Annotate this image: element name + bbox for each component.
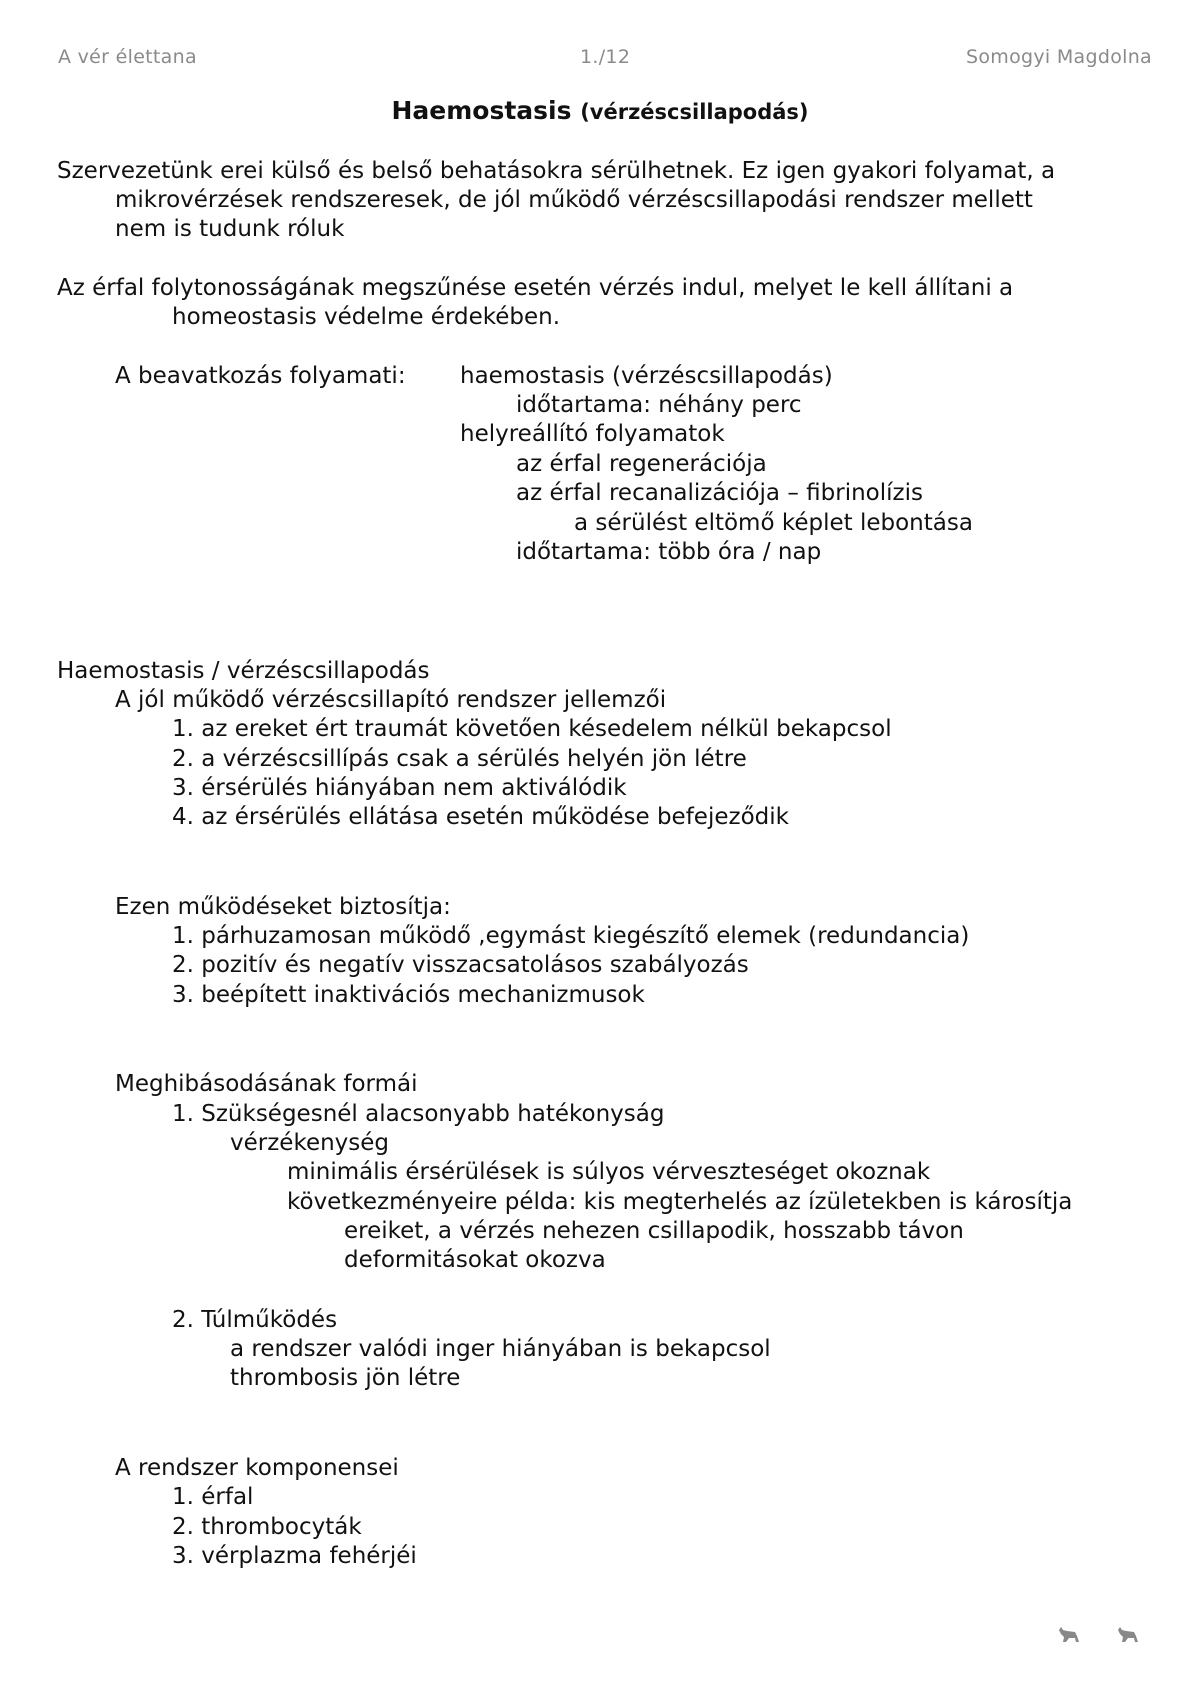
- intro-p1-line3: nem is tudunk róluk: [115, 216, 345, 242]
- cat-icon: [1116, 1626, 1140, 1651]
- failure1-detail: minimális érsérülések is súlyos vérveszteséget okoznak: [287, 1159, 931, 1185]
- section-heading: Haemostasis / vérzéscsillapodás: [57, 658, 430, 684]
- process-line: helyreállító folyamatok: [460, 421, 725, 447]
- failure-title: Meghibásodásának formái: [115, 1071, 418, 1097]
- failure1-detail: ereiket, a vérzés nehezen csillapodik, hosszabb távon: [344, 1218, 964, 1244]
- header-page-number: 1./12: [580, 46, 631, 68]
- features-title: A jól működő vérzéscsillapító rendszer jellemzői: [115, 687, 667, 713]
- header-author: Somogyi Magdolna: [966, 46, 1152, 68]
- ensures-title: Ezen működéseket biztosítja:: [115, 894, 451, 920]
- list-item: 1. Szükségesnél alacsonyabb hatékonyság: [172, 1101, 665, 1127]
- failure1-detail: következményeire példa: kis megterhelés az ízületekben is károsítja: [287, 1189, 1073, 1215]
- process-line: az érfal regenerációja: [516, 451, 767, 477]
- list-item: 1. az ereket ért traumát követően késedelem nélkül bekapcsol: [172, 716, 892, 742]
- process-line: a sérülést eltömő képlet lebontása: [574, 510, 973, 536]
- list-item: 3. érsérülés hiányában nem aktiválódik: [172, 775, 627, 801]
- failure1-sub: vérzékenység: [230, 1130, 390, 1156]
- list-item: 2. pozitív és negatív visszacsatolásos szabályozás: [172, 952, 749, 978]
- failure1-detail: deformitásokat okozva: [344, 1247, 606, 1273]
- process-line: haemostasis (vérzéscsillapodás): [460, 363, 833, 389]
- header-document-title: A vér élettana: [58, 46, 197, 68]
- intro-p2-line1: Az érfal folytonosságának megszűnése esetén vérzés indul, melyet le kell állítani a: [57, 275, 1014, 301]
- title-subtitle: (vérzéscsillapodás): [580, 100, 809, 124]
- list-item: 3. beépített inaktivációs mechanizmusok: [172, 982, 645, 1008]
- list-item: 1. érfal: [172, 1484, 254, 1510]
- process-line: időtartama: néhány perc: [516, 392, 802, 418]
- list-item: 4. az érsérülés ellátása esetén működése befejeződik: [172, 804, 789, 830]
- components-title: A rendszer komponensei: [115, 1455, 399, 1481]
- cat-icon: [1057, 1626, 1081, 1651]
- failure2-line: thrombosis jön létre: [230, 1365, 461, 1391]
- process-line: az érfal recanalizációja – fibrinolízis: [516, 480, 923, 506]
- intro-p2-line2: homeostasis védelme érdekében.: [172, 304, 561, 330]
- process-line: időtartama: több óra / nap: [516, 539, 822, 565]
- list-item: 1. párhuzamosan működő ,egymást kiegészítő elemek (redundancia): [172, 923, 970, 949]
- failure2-line: a rendszer valódi inger hiányában is bekapcsol: [230, 1336, 771, 1362]
- page-title: [0, 96, 1200, 125]
- list-item: 3. vérplazma fehérjéi: [172, 1543, 417, 1569]
- title-main: Haemostasis: [391, 96, 572, 125]
- intro-p1-line1: Szervezetünk erei külső és belső behatásokra sérülhetnek. Ez igen gyakori folyamat, a: [57, 158, 1056, 184]
- intro-p1-line2: mikrovérzések rendszeresek, de jól működő vérzéscsillapodási rendszer mellett: [115, 187, 1033, 213]
- process-label: A beavatkozás folyamati:: [115, 363, 406, 389]
- list-item: 2. Túlműködés: [172, 1307, 338, 1333]
- list-item: 2. thrombocyták: [172, 1514, 362, 1540]
- list-item: 2. a vérzéscsillípás csak a sérülés helyén jön létre: [172, 746, 747, 772]
